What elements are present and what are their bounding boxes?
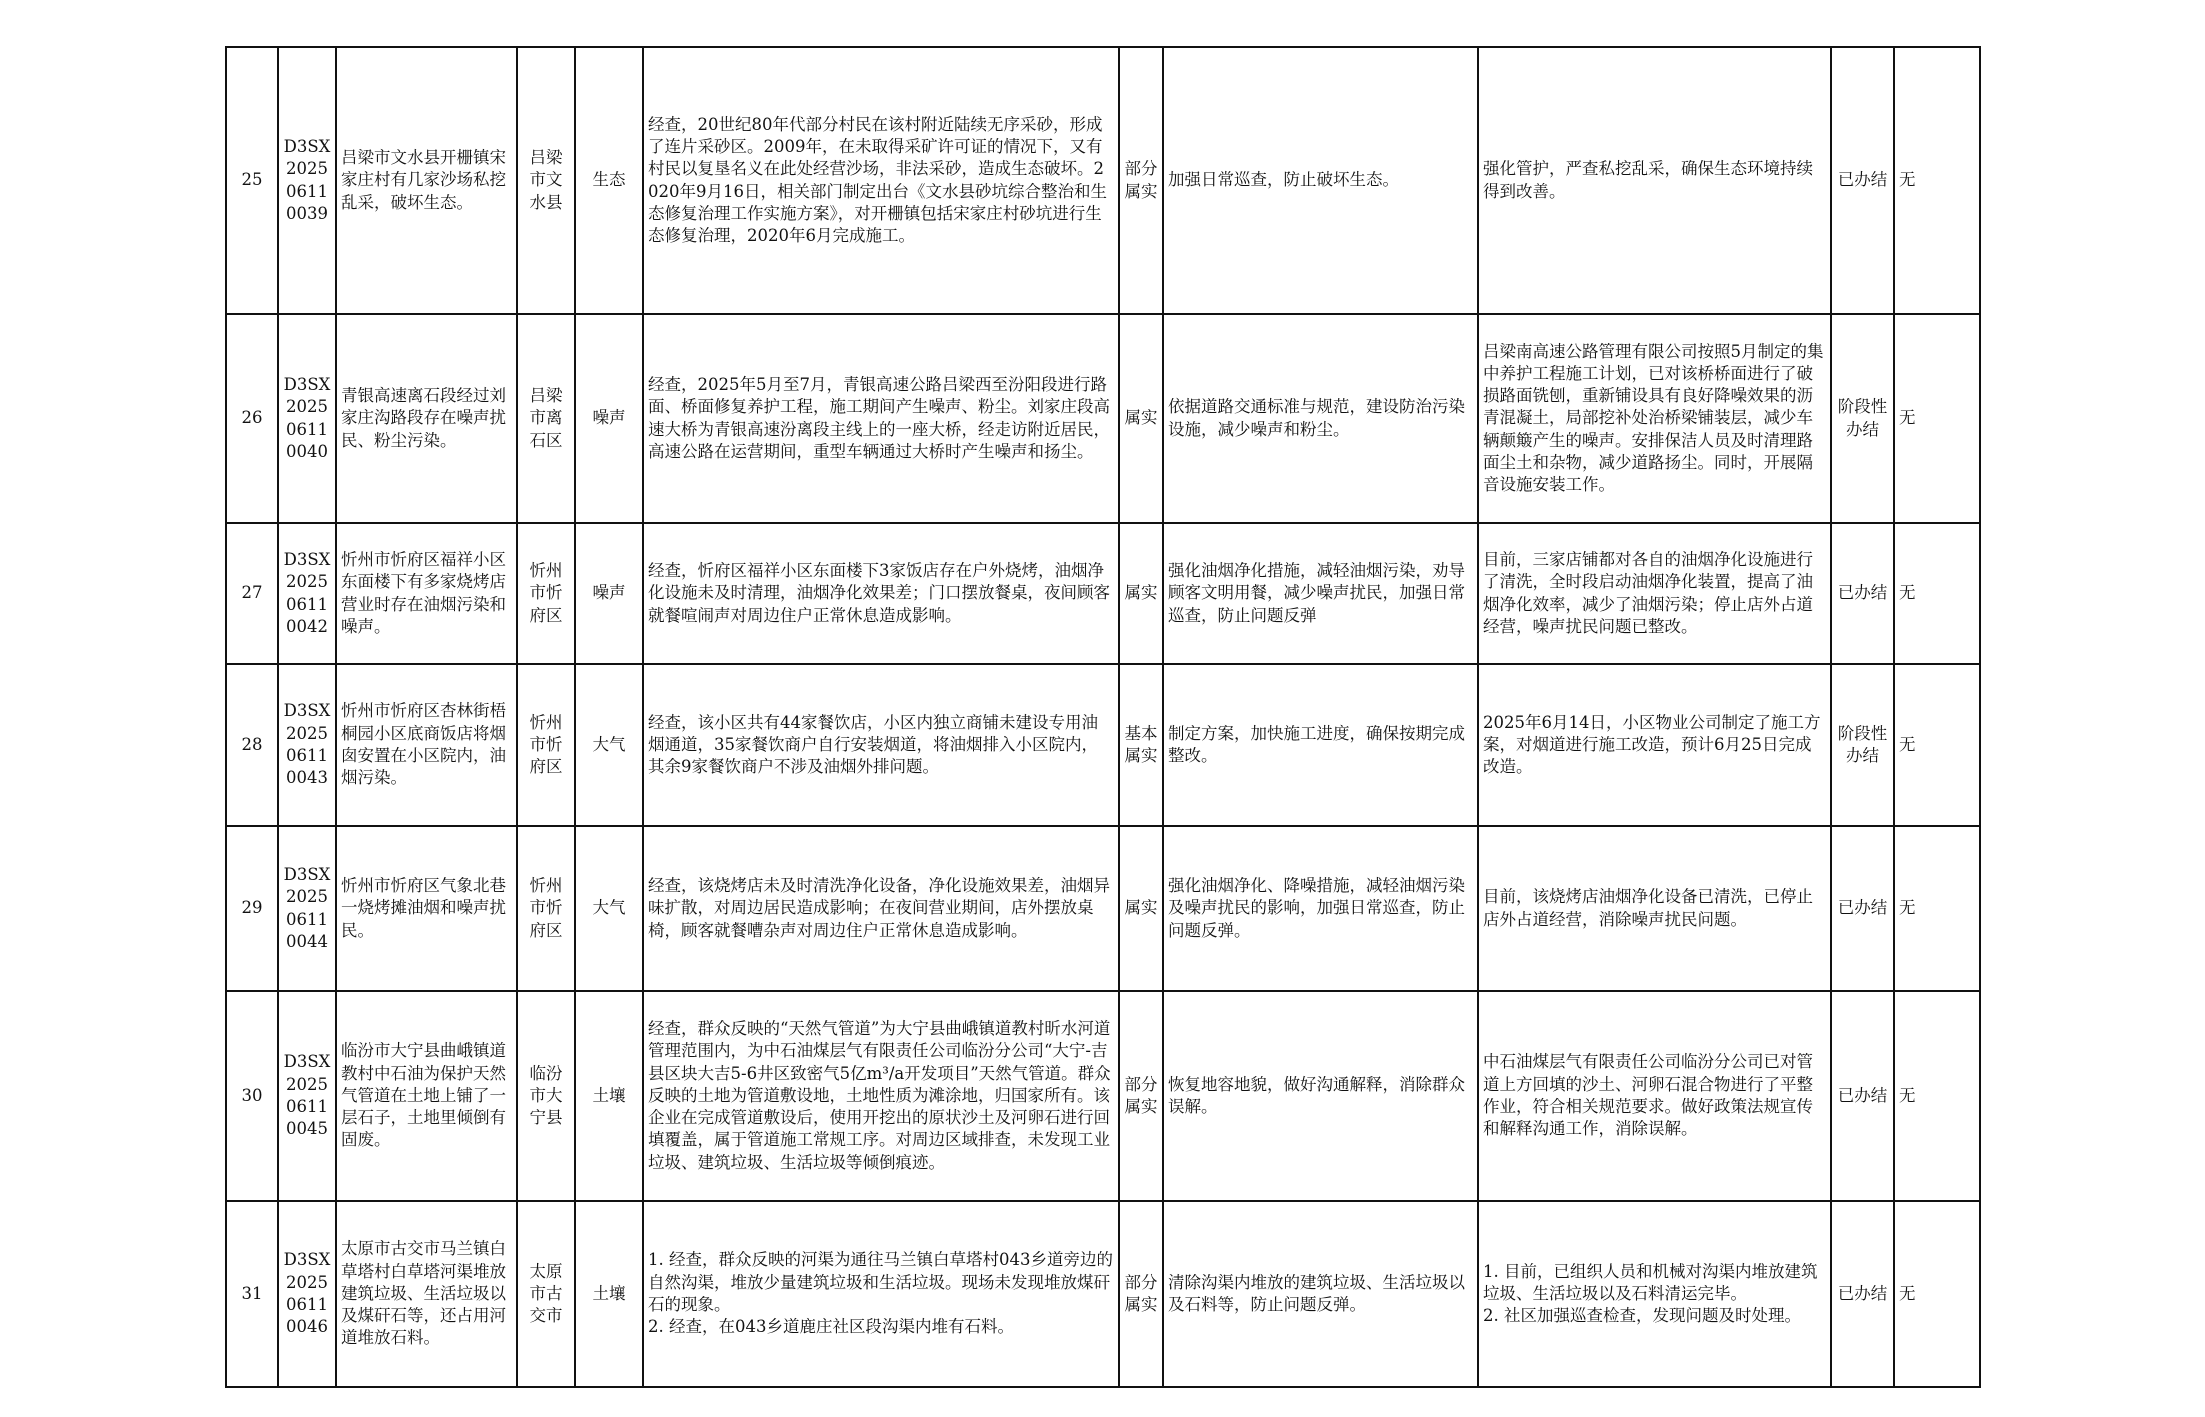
table-row — [226, 1201, 1980, 1387]
completion-status: 阶段性办结 — [1831, 664, 1894, 826]
investigation-result — [643, 991, 1119, 1201]
case-code: D3SX202506110045 — [278, 991, 336, 1201]
accountability: 无 — [1894, 664, 1980, 826]
complaint-content: 临汾市大宁县曲峨镇道教村中石油为保护天然气管道在土地上铺了一层石子，土地里倾倒有固废。 — [336, 991, 517, 1201]
case-code: D3SX202506110039 — [278, 47, 336, 314]
rectification-measures: 强化油烟净化、降噪措施，减轻油烟污染及噪声扰民的影响，加强日常巡查，防止问题反弹。 — [1163, 826, 1478, 991]
case-code: D3SX202506110042 — [278, 523, 336, 664]
region: 吕梁市离石区 — [517, 314, 575, 523]
completion-status: 已办结 — [1831, 826, 1894, 991]
completion-status: 已办结 — [1831, 991, 1894, 1201]
investigation-result: 经查，该烧烤店未及时清洗净化设备，净化设施效果差，油烟异味扩散，对周边居民造成影响；在夜间营业期间，店外摆放桌椅，顾客就餐嘈杂声对周边住户正常休息造成影响。 — [643, 826, 1119, 991]
rectification-progress: 目前，该烧烤店油烟净化设备已清洗，已停止店外占道经营，消除噪声扰民问题。 — [1478, 826, 1831, 991]
complaint-content: 吕梁市文水县开栅镇宋家庄村有几家沙场私挖乱采，破坏生态。 — [336, 47, 517, 314]
rectification-measures: 恢复地容地貌，做好沟通解释，消除群众误解。 — [1163, 991, 1478, 1201]
accountability: 无 — [1894, 826, 1980, 991]
rectification-measures: 制定方案，加快施工进度，确保按期完成整改。 — [1163, 664, 1478, 826]
investigation-result: 经查，忻府区福祥小区东面楼下3家饭店存在户外烧烤，油烟净化设施未及时清理，油烟净化效果差；门口摆放餐桌，夜间顾客就餐喧闹声对周边住户正常休息造成影响。 — [643, 523, 1119, 664]
verdict: 部分属实 — [1119, 47, 1163, 314]
row-number: 28 — [226, 664, 278, 826]
region: 忻州市忻府区 — [517, 523, 575, 664]
table-row — [226, 826, 1980, 991]
rectification-measures: 强化油烟净化措施，减轻油烟污染，劝导顾客文明用餐，减少噪声扰民，加强日常巡查，防止问题反弹 — [1163, 523, 1478, 664]
rectification-progress: 中石油煤层气有限责任公司临汾分公司已对管道上方回填的沙土、河卵石混合物进行了平整作业，符合相关规范要求。做好政策法规宣传和解释沟通工作，消除误解。 — [1478, 991, 1831, 1201]
investigation-text: 经查，20世纪80年代部分村民在该村附近陆续无序采砂，形成了连片采砂区。2009年，在未取得采矿许可证的情况下，又有村民以复垦名义在此处经营沙场，非法采砂，造成生态破坏。2020年9月16日，相关部门制定出台《文水县砂坑综合整治和生态修复治理工作实施方案》，对开栅镇包括宋家庄村砂坑进行生态修复治理，2020年6月完成施工。 — [648, 114, 1107, 246]
pollution-type: 大气 — [575, 664, 643, 826]
verdict: 属实 — [1119, 314, 1163, 523]
row-number: 27 — [226, 523, 278, 664]
complaint-content: 忻州市忻府区杏林街梧桐园小区底商饭店将烟囱安置在小区院内，油烟污染。 — [336, 664, 517, 826]
region: 忻州市忻府区 — [517, 826, 575, 991]
rectification-measures: 加强日常巡查，防止破坏生态。 — [1163, 47, 1478, 314]
pollution-type: 噪声 — [575, 523, 643, 664]
case-code: D3SX202506110044 — [278, 826, 336, 991]
verdict: 属实 — [1119, 826, 1163, 991]
verdict: 属实 — [1119, 523, 1163, 664]
rectification-progress: 强化管护，严查私挖乱采，确保生态环境持续得到改善。 — [1478, 47, 1831, 314]
rectification-measures: 清除沟渠内堆放的建筑垃圾、生活垃圾以及石料等，防止问题反弹。 — [1163, 1201, 1478, 1387]
rectification-progress: 目前，三家店铺都对各自的油烟净化设施进行了清洗，全时段启动油烟净化装置，提高了油烟净化效率，减少了油烟污染；停止店外占道经营，噪声扰民问题已整改。 — [1478, 523, 1831, 664]
progress-text: 1. 目前，已组织人员和机械对沟渠内堆放建筑垃圾、生活垃圾以及石料清运完毕。 2. 社区加强巡查检查，发现问题及时处理。 — [1483, 1261, 1818, 1326]
rectification-progress: 2025年6月14日，小区物业公司制定了施工方案，对烟道进行施工改造，预计6月25日完成改造。 — [1478, 664, 1831, 826]
rectification-measures: 依据道路交通标准与规范，建设防治污染设施，减少噪声和粉尘。 — [1163, 314, 1478, 523]
case-code: D3SX202506110043 — [278, 664, 336, 826]
pollution-type: 大气 — [575, 826, 643, 991]
table-row — [226, 664, 1980, 826]
accountability: 无 — [1894, 47, 1980, 314]
investigation-result — [643, 314, 1119, 523]
progress-text: 吕梁南高速公路管理有限公司按照5月制定的集中养护工程施工计划，已对该桥桥面进行了破损路面铣刨，重新铺设具有良好降噪效果的沥青混凝土，局部挖补处治桥梁铺装层，减少车辆颠簸产生的噪声。安排保洁人员及时清理路面尘土和杂物，减少道路扬尘。同时，开展隔音设施安装工作。 — [1483, 341, 1824, 495]
table-row — [226, 523, 1980, 664]
verdict: 基本属实 — [1119, 664, 1163, 826]
verdict: 部分属实 — [1119, 991, 1163, 1201]
complaint-table — [225, 46, 1981, 1388]
row-number: 29 — [226, 826, 278, 991]
investigation-result — [643, 1201, 1119, 1387]
rectification-progress — [1478, 1201, 1831, 1387]
complaint-content: 青银高速离石段经过刘家庄沟路段存在噪声扰民、粉尘污染。 — [336, 314, 517, 523]
accountability: 无 — [1894, 314, 1980, 523]
case-code: D3SX202506110040 — [278, 314, 336, 523]
rectification-progress — [1478, 314, 1831, 523]
pollution-type: 生态 — [575, 47, 643, 314]
complaint-content: 太原市古交市马兰镇白草塔村白草塔河渠堆放建筑垃圾、生活垃圾以及煤矸石等，还占用河道堆放石料。 — [336, 1201, 517, 1387]
investigation-text: 经查，2025年5月至7月，青银高速公路吕梁西至汾阳段进行路面、桥面修复养护工程，施工期间产生噪声、粉尘。刘家庄段高速大桥为青银高速汾离段主线上的一座大桥，经走访附近居民，高速公路在运营期间，重型车辆通过大桥时产生噪声和扬尘。 — [648, 374, 1110, 461]
pollution-type: 噪声 — [575, 314, 643, 523]
accountability: 无 — [1894, 991, 1980, 1201]
accountability: 无 — [1894, 523, 1980, 664]
investigation-text: 经查，群众反映的“天然气管道”为大宁县曲峨镇道教村昕水河道管理范围内，为中石油煤层气有限责任公司临汾分公司“大宁-吉县区块大吉5-6井区致密气5亿m³/a开发项目”天然气管道。群众反映的土地为管道敷设地，土地性质为滩涂地，归国家所有。该企业在完成管道敷设后，使用开挖出的原状沙土及河卵石进行回填覆盖，属于管道施工常规工序。对周边区域排查，未发现工业垃圾、建筑垃圾、生活垃圾等倾倒痕迹。 — [648, 1019, 1111, 1172]
region: 太原市古交市 — [517, 1201, 575, 1387]
accountability: 无 — [1894, 1201, 1980, 1387]
table-row — [226, 314, 1980, 523]
pollution-type: 土壤 — [575, 1201, 643, 1387]
row-number: 25 — [226, 47, 278, 314]
row-number: 26 — [226, 314, 278, 523]
investigation-text: 1. 经查，群众反映的河渠为通往马兰镇白草塔村043乡道旁边的自然沟渠，堆放少量建筑垃圾和生活垃圾。现场未发现堆放煤矸石的现象。 2. 经查，在043乡道鹿庄社区段沟渠内堆有石料。 — [648, 1250, 1113, 1337]
verdict: 部分属实 — [1119, 1201, 1163, 1387]
row-number: 30 — [226, 991, 278, 1201]
region: 临汾市大宁县 — [517, 991, 575, 1201]
investigation-result: 经查，该小区共有44家餐饮店，小区内独立商铺未建设专用油烟通道，35家餐饮商户自行安装烟道，将油烟排入小区院内，其余9家餐饮商户不涉及油烟外排问题。 — [643, 664, 1119, 826]
case-code: D3SX202506110046 — [278, 1201, 336, 1387]
region: 吕梁市文水县 — [517, 47, 575, 314]
pollution-type: 土壤 — [575, 991, 643, 1201]
completion-status: 已办结 — [1831, 1201, 1894, 1387]
investigation-result — [643, 47, 1119, 314]
complaint-content: 忻州市忻府区气象北巷一烧烤摊油烟和噪声扰民。 — [336, 826, 517, 991]
table-row — [226, 47, 1980, 314]
completion-status: 已办结 — [1831, 47, 1894, 314]
complaint-content: 忻州市忻府区福祥小区东面楼下有多家烧烤店营业时存在油烟污染和噪声。 — [336, 523, 517, 664]
completion-status: 阶段性办结 — [1831, 314, 1894, 523]
region: 忻州市忻府区 — [517, 664, 575, 826]
completion-status: 已办结 — [1831, 523, 1894, 664]
row-number: 31 — [226, 1201, 278, 1387]
table-row — [226, 991, 1980, 1201]
